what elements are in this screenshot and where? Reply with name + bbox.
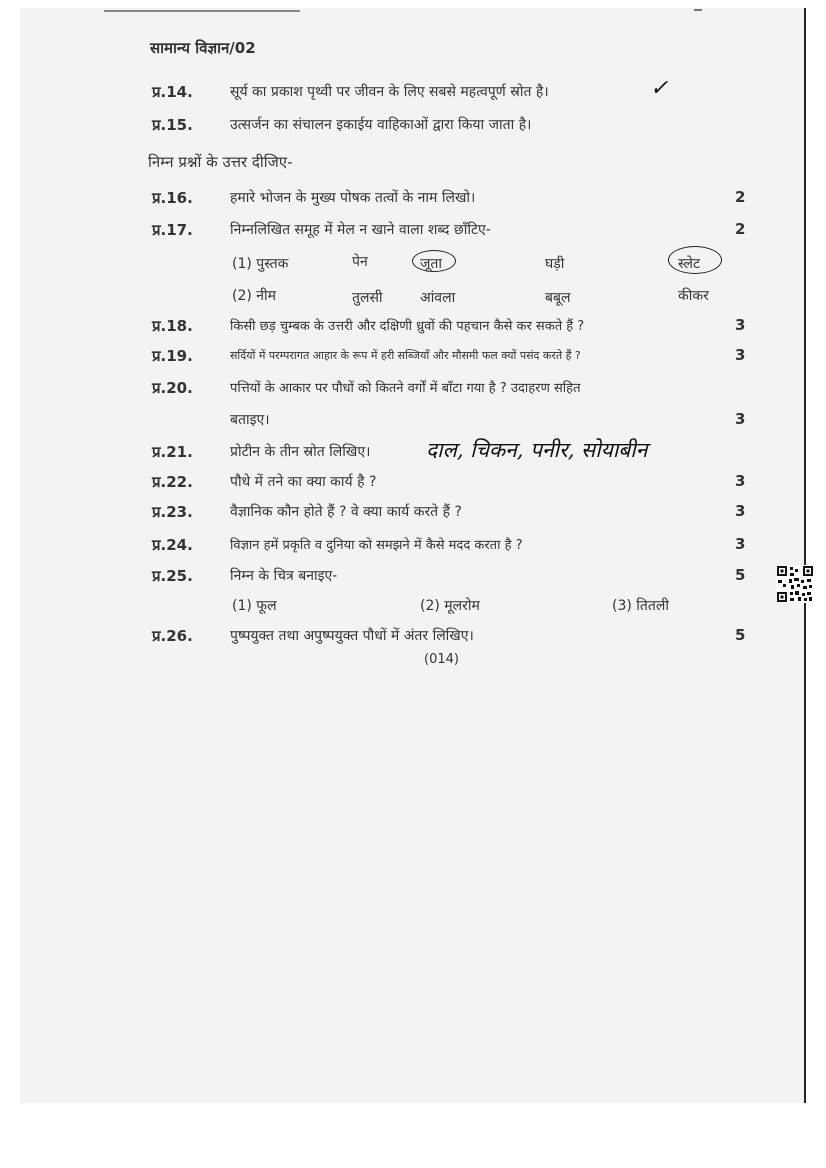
question-number: प्र.22. <box>152 473 193 491</box>
question-marks: 3 <box>735 410 746 428</box>
handwritten-tick: ✓ <box>650 76 669 101</box>
question-number: प्र.18. <box>152 317 193 335</box>
question-row <box>0 220 826 244</box>
option-item: (2) नीम <box>232 288 277 304</box>
question-row <box>0 502 826 526</box>
option-item: पेन <box>352 254 368 270</box>
question-text: बताइए। <box>230 412 270 428</box>
paper-header: सामान्य विज्ञान/02 <box>150 39 256 57</box>
section-instruction: निम्न प्रश्नों के उत्तर दीजिए- <box>148 153 293 171</box>
question-text: प्रोटीन के तीन स्रोत लिखिए। <box>230 444 371 460</box>
option-item: तुलसी <box>352 290 383 306</box>
question-number: प्र.24. <box>152 536 193 554</box>
question-text: पत्तियों के आकार पर पौधों को कितने वर्गों में बाँटा गया है ? उदाहरण सहित <box>230 381 581 396</box>
question-row <box>0 188 826 212</box>
question-marks: 3 <box>735 535 746 553</box>
question-row <box>0 472 826 496</box>
handwritten-answer: दाल, चिकन, पनीर, सोयाबीन <box>426 438 648 462</box>
question-text: सर्दियों में परम्परागत आहार के रूप में हरी सब्जियाँ और मौसमी फल क्यों पसंद करते हैं ? <box>230 349 581 362</box>
question-marks: 5 <box>735 626 746 644</box>
question-text: पौधे में तने का क्या कार्य है ? <box>230 474 377 490</box>
question-text: निम्न के चित्र बनाइए- <box>230 568 338 584</box>
question-marks: 3 <box>735 316 746 334</box>
option-item: जूता <box>420 256 442 272</box>
option-item: स्लेट <box>678 256 700 272</box>
question-number: प्र.17. <box>152 221 193 239</box>
option-item: घड़ी <box>545 256 565 272</box>
question-number: प्र.19. <box>152 347 193 365</box>
option-item: कीकर <box>678 288 709 304</box>
question-row <box>0 438 826 466</box>
question-text: पुष्पयुक्त तथा अपुष्पयुक्त पौधों में अंतर लिखिए। <box>230 628 474 644</box>
question-marks: 3 <box>735 472 746 490</box>
handwritten-circle <box>668 246 722 274</box>
question-row <box>0 410 826 434</box>
question-row <box>0 76 826 106</box>
question-text: उत्सर्जन का संचालन इकाईय वाहिकाओं द्वारा किया जाता है। <box>230 117 532 133</box>
question-number: प्र.20. <box>152 379 193 397</box>
handwritten-circle <box>412 250 456 272</box>
option-item: (1) पुस्तक <box>232 256 289 272</box>
question-row <box>0 115 826 139</box>
top-scan-mark <box>104 10 300 12</box>
question-row <box>0 566 826 590</box>
question-text: किसी छड़ चुम्बक के उत्तरी और दक्षिणी ध्रुवों की पहचान कैसे कर सकते हैं ? <box>230 319 585 334</box>
qr-code-icon <box>776 565 814 603</box>
question-text: वैज्ञानिक कौन होते हैं ? वे क्या कार्य करते हैं ? <box>230 504 462 520</box>
question-text: निम्नलिखित समूह में मेल न खाने वाला शब्द छाँटिए- <box>230 222 491 238</box>
question-text: सूर्य का प्रकाश पृथ्वी पर जीवन के लिए सबसे महत्वपूर्ण स्रोत है। <box>230 84 549 100</box>
question-row <box>0 626 826 650</box>
question-row <box>0 316 826 340</box>
question-marks: 5 <box>735 566 746 584</box>
question-marks: 3 <box>735 346 746 364</box>
question-row <box>0 378 826 402</box>
question-marks: 3 <box>735 502 746 520</box>
question-number: प्र.21. <box>152 443 193 461</box>
question-number: प्र.23. <box>152 503 193 521</box>
option-item: (1) फूल <box>232 598 277 614</box>
option-item: (2) मूलरोम <box>420 598 480 614</box>
question-number: प्र.14. <box>152 83 193 101</box>
question-row <box>0 535 826 559</box>
question-number: प्र.26. <box>152 627 193 645</box>
option-item: (3) तितली <box>612 598 669 614</box>
question-row <box>0 346 826 370</box>
top-scan-tick <box>694 9 702 11</box>
question-number: प्र.15. <box>152 116 193 134</box>
option-item: बबूल <box>545 290 571 306</box>
question-number: प्र.25. <box>152 567 193 585</box>
page-footer-code: (014) <box>424 652 459 667</box>
question-marks: 2 <box>735 220 746 238</box>
question-number: प्र.16. <box>152 189 193 207</box>
question-text: हमारे भोजन के मुख्य पोषक तत्वों के नाम लिखो। <box>230 190 476 206</box>
option-item: आंवला <box>420 290 456 306</box>
question-text: विज्ञान हमें प्रकृति व दुनिया को समझने में कैसे मदद करता है ? <box>230 538 523 553</box>
question-marks: 2 <box>735 188 746 206</box>
